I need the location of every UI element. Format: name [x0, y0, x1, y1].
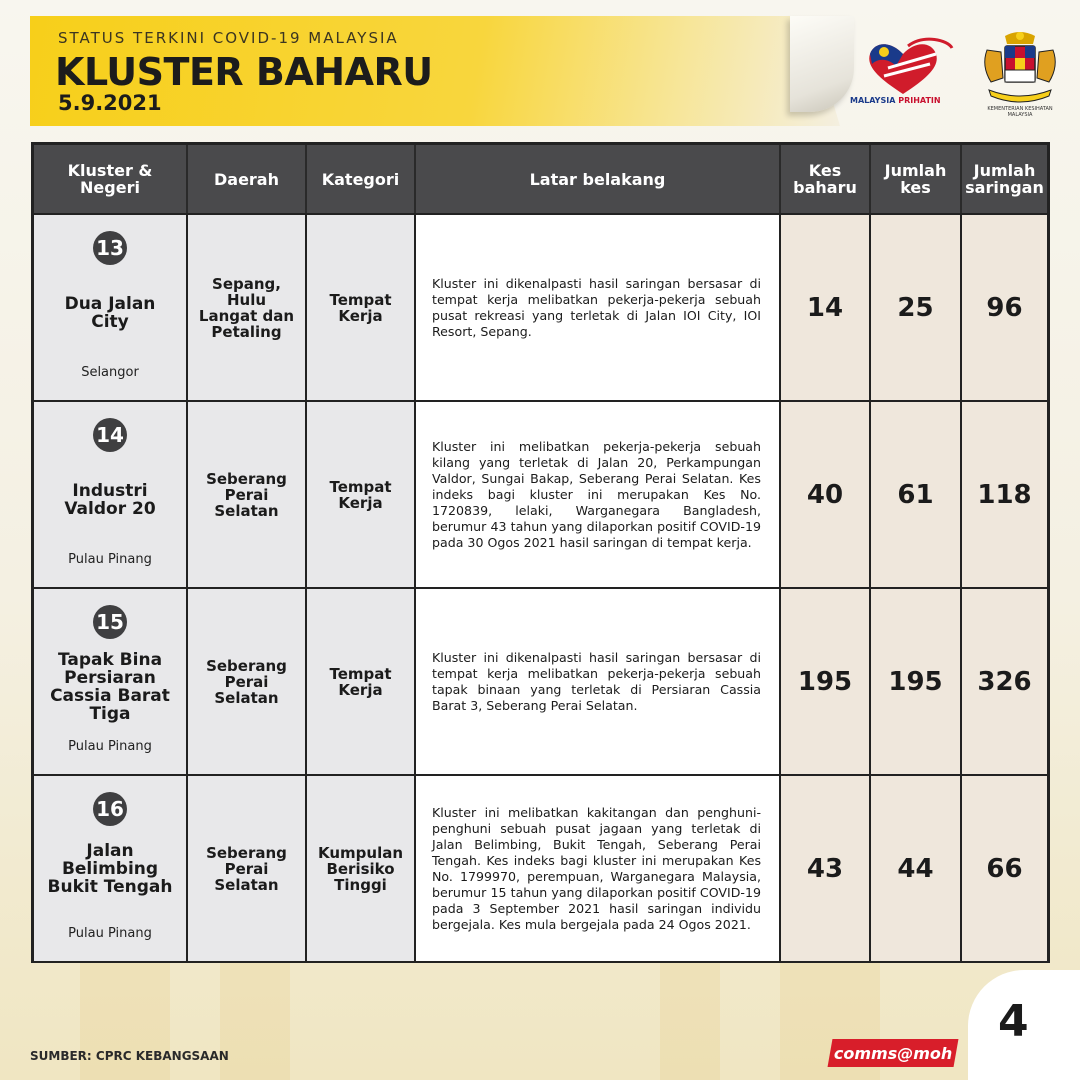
report-date: 5.9.2021	[58, 91, 162, 115]
column-header-kategori: Kategori	[307, 145, 416, 213]
latar-text: Kluster ini melibatkan pekerja-pekerja sebuah kilang yang terletak di Jalan 20, Perkampungan Valdor, Sungai Bakap, Seberang Perai Selatan. Kes indeks bagi kluster ini merupakan Kes No. 1720839, lelaki, Warganegara Bangladesh, berumur 43 tahun yang dilaporkan positif COVID-19 pada 30 Ogos 2021 hasil saringan di tempat kerja.	[432, 438, 761, 550]
source-note: SUMBER: CPRC KEBANGSAAN	[30, 1049, 229, 1063]
comms-moh-badge	[828, 1039, 959, 1067]
jumlah-kes-cell	[871, 776, 962, 961]
jumlah-kes-value: 61	[897, 479, 934, 510]
kategori-text: Tempat Kerja	[329, 290, 392, 325]
cluster-state: Pulau Pinang	[68, 926, 152, 941]
kategori-cell	[307, 215, 416, 400]
kategori-text: Kumpulan Berisiko Tinggi	[317, 843, 404, 894]
page-title: KLUSTER BAHARU	[55, 50, 433, 94]
cluster-state: Pulau Pinang	[68, 552, 152, 567]
table-header	[34, 145, 1047, 213]
latar-text: Kluster ini dikenalpasti hasil saringan bersasar di tempat kerja melibatkan pekerja-pekerja sebuah tapak binaan yang terletak di Persiaran Cassia Barat 3, Seberang Perai Selatan.	[432, 649, 761, 713]
latar-text: Kluster ini melibatkan kakitangan dan penghuni-penghuni sebuah pusat jagaan yang terletak di Jalan Belimbing, Bukit Tengah, Seberang Perai Tengah. Kes indeks bagi kluster ini merupakan Kes No. 1799970, perempuan, Warganegara Malaysia, berumur 15 tahun yang dilaporkan positif COVID-19 pada 3 September 2021 hasil saringan individu bergejala. Kes mula bergejala pada 24 Ogos 2021.	[432, 804, 761, 932]
comms-moh-label: comms@moh	[833, 1043, 953, 1063]
jumlah-saringan-value: 118	[977, 479, 1032, 510]
cluster-number-badge: 13	[93, 231, 127, 265]
daerah-cell	[188, 215, 307, 400]
malaysia-prihatin-wordmark: MALAYSIA PRIHATIN	[850, 96, 941, 105]
header-eyebrow: STATUS TERKINI COVID-19 MALAYSIA	[58, 29, 399, 47]
cluster-state: Selangor	[81, 365, 139, 380]
cluster-name: Jalan Belimbing Bukit Tengah	[47, 841, 173, 897]
jumlah-saringan-cell	[962, 402, 1047, 587]
jumlah-saringan-value: 326	[977, 666, 1032, 697]
table-row	[34, 776, 1047, 961]
column-header-jumlah-saringan: Jumlah saringan	[965, 161, 1044, 197]
kes-baharu-value: 40	[806, 479, 844, 510]
coat-of-arms-icon	[975, 30, 1065, 106]
jumlah-saringan-cell	[962, 215, 1047, 400]
malaysia-prihatin-logo	[848, 36, 958, 110]
cluster-number-badge: 14	[93, 418, 127, 452]
daerah-text: Seberang Perai Selatan	[206, 469, 287, 520]
jumlah-kes-cell	[871, 589, 962, 774]
heart-flag-icon	[848, 36, 958, 98]
daerah-cell	[188, 402, 307, 587]
page-number: 4	[998, 996, 1029, 1047]
kategori-text: Tempat Kerja	[329, 664, 392, 699]
kategori-cell	[307, 776, 416, 961]
cluster-number-badge: 15	[93, 605, 127, 639]
jumlah-saringan-value: 66	[986, 853, 1023, 884]
kes-baharu-value: 43	[806, 853, 844, 884]
table-row	[34, 215, 1047, 400]
cluster-cell	[34, 589, 188, 774]
jumlah-kes-cell	[871, 402, 962, 587]
jumlah-kes-cell	[871, 215, 962, 400]
jumlah-saringan-cell	[962, 589, 1047, 774]
cluster-cell	[34, 776, 188, 961]
column-header-latar: Latar belakang	[416, 145, 781, 213]
kategori-cell	[307, 589, 416, 774]
background-building	[220, 960, 290, 1080]
cluster-name: Dua Jalan City	[64, 294, 156, 332]
column-header-kluster: Kluster & Negeri	[34, 145, 188, 213]
daerah-cell	[188, 776, 307, 961]
column-header-daerah: Daerah	[188, 145, 307, 213]
cluster-cell	[34, 215, 188, 400]
jumlah-saringan-cell	[962, 776, 1047, 961]
cluster-table	[31, 142, 1050, 963]
table-row	[34, 402, 1047, 587]
kkm-wordmark: KEMENTERIAN KESIHATAN MALAYSIA	[987, 106, 1053, 118]
kes-baharu-cell	[781, 776, 871, 961]
kes-baharu-value: 14	[806, 292, 844, 323]
latar-cell	[416, 776, 781, 961]
table-row	[34, 589, 1047, 774]
latar-cell	[416, 215, 781, 400]
kes-baharu-value: 195	[797, 666, 853, 697]
kkm-crest-logo	[975, 30, 1065, 116]
latar-text: Kluster ini dikenalpasti hasil saringan bersasar di tempat kerja melibatkan pekerja-pekerja sebuah pusat rekreasi yang terletak di Jalan IOI City, IOI Resort, Sepang.	[432, 275, 761, 339]
kes-baharu-cell	[781, 402, 871, 587]
kategori-text: Tempat Kerja	[329, 477, 392, 512]
daerah-text: Sepang, Hulu Langat dan Petaling	[198, 274, 295, 341]
cluster-name: Industri Valdor 20	[64, 481, 156, 519]
cluster-state: Pulau Pinang	[68, 739, 152, 754]
latar-cell	[416, 402, 781, 587]
cluster-cell	[34, 402, 188, 587]
latar-cell	[416, 589, 781, 774]
jumlah-kes-value: 25	[897, 292, 934, 323]
jumlah-kes-value: 195	[888, 666, 943, 697]
column-header-jumlah-kes: Jumlah kes	[871, 145, 962, 213]
kategori-cell	[307, 402, 416, 587]
cluster-number-badge: 16	[93, 792, 127, 826]
daerah-text: Seberang Perai Selatan	[206, 843, 287, 894]
daerah-cell	[188, 589, 307, 774]
daerah-text: Seberang Perai Selatan	[206, 656, 287, 707]
column-header-kes-baharu: Kes baharu	[781, 145, 871, 213]
kes-baharu-cell	[781, 215, 871, 400]
cluster-name: Tapak Bina Persiaran Cassia Barat Tiga	[50, 650, 170, 724]
jumlah-kes-value: 44	[897, 853, 934, 884]
kes-baharu-cell	[781, 589, 871, 774]
jumlah-saringan-value: 96	[986, 292, 1023, 323]
